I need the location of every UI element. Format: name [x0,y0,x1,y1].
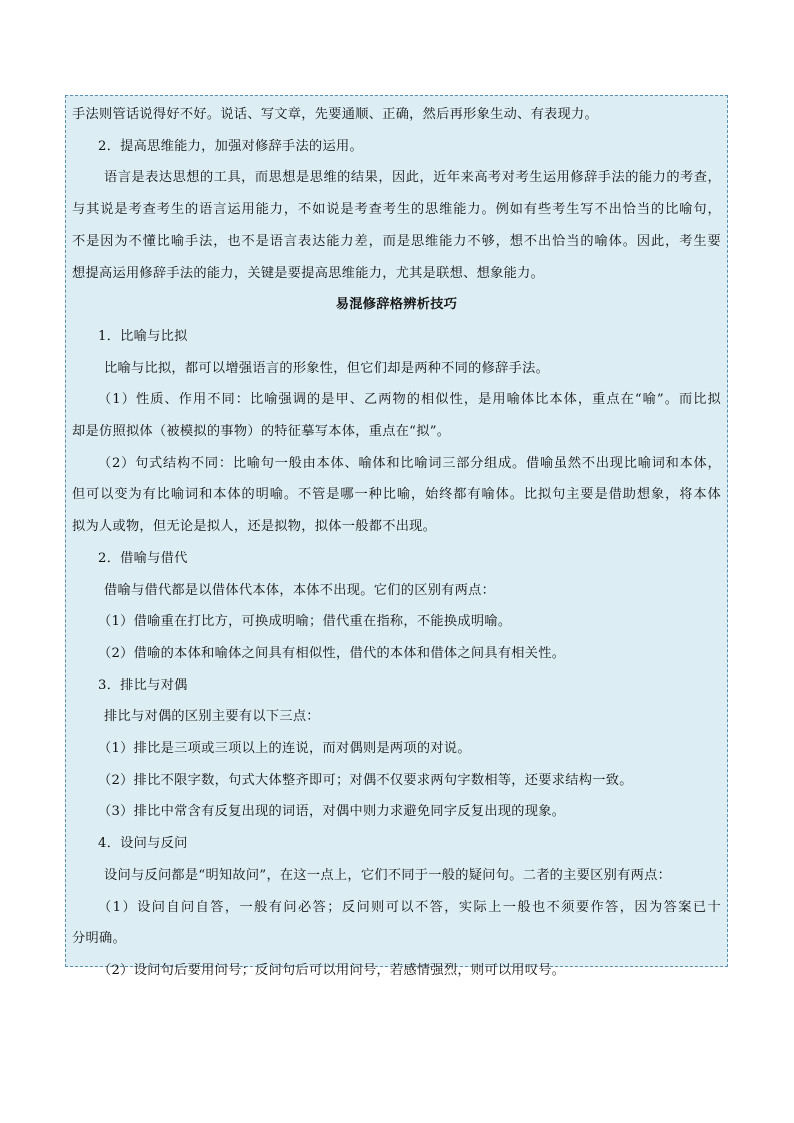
paragraph-line: （2）句式结构不同：比喻句一般由本体、喻体和比喻词三部分组成。借喻虽然不出现比喻词和本体， [98,455,721,471]
paragraph-line: 比喻与比拟，都可以增强语言的形象性，但它们却是两种不同的修辞手法。 [104,360,550,376]
paragraph-line: 设问与反问都是“明知故问”，在这一点上，它们不同于一般的疑问句。二者的主要区别有两点： [104,867,672,883]
subsection-heading: 3．排比与对偶 [98,677,188,693]
subsection-heading: 2．借喻与借代 [98,550,188,566]
paragraph-line: 但可以变为有比喻词和本体的明喻。不管是哪一种比喻，始终都有喻体。比拟句主要是借助想象，将本体 [72,487,721,503]
paragraph-line: 想提高运用修辞手法的能力，关键是要提高思维能力，尤其是联想、想象能力。 [72,265,545,281]
paragraph-line: （1）性质、作用不同：比喻强调的是甲、乙两物的相似性，是用喻体比本体，重点在“喻”。而比拟 [98,392,721,408]
paragraph-line: （1）排比是三项或三项以上的连说，而对偶则是两项的对说。 [98,741,471,757]
paragraph-line: 拟为人或物，但无论是拟人，还是拟物，拟体一般都不出现。 [72,519,437,535]
subsection-heading: 1．比喻与比拟 [98,328,188,344]
paragraph-line: （2）设问句后要用问号；反问句后可以用问号，若感情强烈，则可以用叹号。 [98,962,566,978]
paragraph-line: （2）排比不限字数，句式大体整齐即可；对偶不仅要求两句字数相等，还要求结构一致。 [98,772,633,788]
paragraph-line: 不是因为不懂比喻手法，也不是语言表达能力差，而是思维能力不够，想不出恰当的喻体。因此，考生要 [72,233,721,249]
paragraph-line: （3）排比中常含有反复出现的词语，对偶中则力求避免同字反复出现的现象。 [98,804,566,820]
paragraph-line: 语言是表达思想的工具，而思想是思维的结果，因此，近年来高考对考生运用修辞手法的能力的考查， [104,170,721,186]
paragraph-line: 却是仿照拟体（被模拟的事物）的特征摹写本体，重点在“拟”。 [72,424,451,440]
content-box [65,95,728,978]
paragraph-line: 排比与对偶的区别主要有以下三点： [104,709,320,725]
paragraph-line: 借喻与借代都是以借体代本体，本体不出现。它们的区别有两点： [104,582,496,598]
paragraph-line: （1）借喻重在打比方，可换成明喻；借代重在指称，不能换成明喻。 [98,614,512,630]
section-title: 易混修辞格辨析技巧 [335,297,458,313]
paragraph-line: 与其说是考查考生的语言运用能力，不如说是考查考生的思维能力。例如有些考生写不出恰当的比喻句， [72,202,721,218]
subsection-heading: 4．设问与反问 [98,836,188,852]
section-heading: 2．提高思维能力，加强对修辞手法的运用。 [98,138,363,154]
paragraph-line: （2）借喻的本体和喻体之间具有相似性，借代的本体和借体之间具有相关性。 [98,645,566,661]
paragraph-line: 手法则管话说得好不好。说话、写文章，先要通顺、正确，然后再形象生动、有表现力。 [72,107,599,122]
paragraph-line: 分明确。 [72,931,126,947]
paragraph-line: （1）设问自问自答，一般有问必答；反问则可以不答，实际上一般也不须要作答，因为答案已十 [98,899,721,915]
